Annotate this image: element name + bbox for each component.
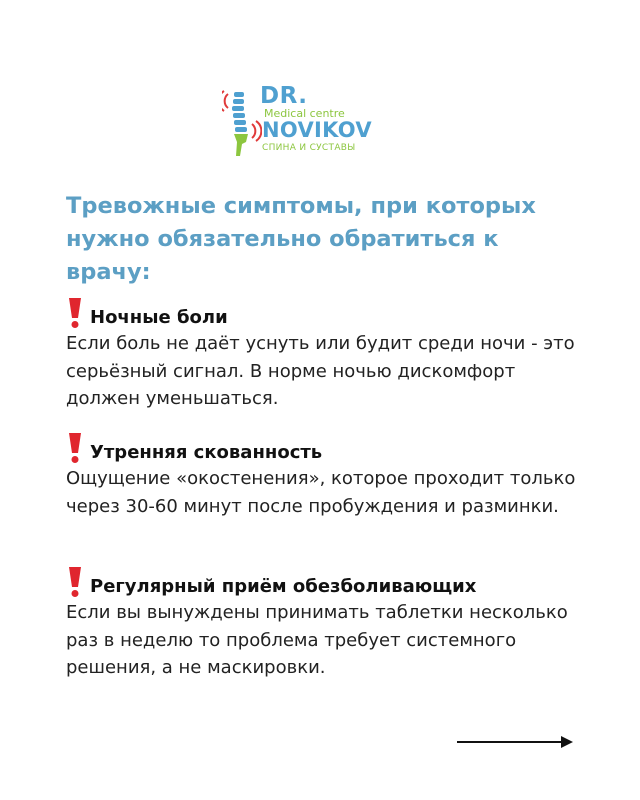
symptom-item	[66, 566, 586, 682]
spine-logo-icon	[222, 84, 262, 158]
logo-dr-text: DR.	[260, 83, 308, 109]
symptom-description: Если боль не даёт уснуть или будит среди ночи - это серьёзный сигнал. В норме ночью дискомфорт должен уменьшаться.	[66, 333, 575, 409]
logo-tagline: СПИНА И СУСТАВЫ	[262, 143, 356, 153]
exclamation-mark-icon	[66, 432, 84, 464]
clinic-logo	[222, 84, 372, 158]
symptom-title: Регулярный приём обезболивающих	[90, 576, 477, 597]
symptom-item	[66, 432, 586, 520]
logo-medical-centre-text: Medical centre	[264, 107, 345, 120]
arrow-right-icon[interactable]	[457, 734, 575, 750]
symptom-description: Ощущение «окостенения», которое проходит только через 30-60 минут после пробуждения и разминки.	[66, 468, 576, 517]
symptom-title: Ночные боли	[90, 307, 228, 328]
exclamation-mark-icon	[66, 566, 84, 598]
exclamation-mark-icon	[66, 297, 84, 329]
symptom-item	[66, 297, 586, 413]
symptom-title: Утренняя скованность	[90, 442, 323, 463]
logo-novikov-text: NOVIKOV	[262, 118, 372, 142]
page-heading: Тревожные симптомы, при которых нужно обязательно обратиться к врачу:	[66, 193, 536, 285]
symptom-description: Если вы вынуждены принимать таблетки несколько раз в неделю то проблема требует системного решения, а не маскировки.	[66, 602, 568, 678]
